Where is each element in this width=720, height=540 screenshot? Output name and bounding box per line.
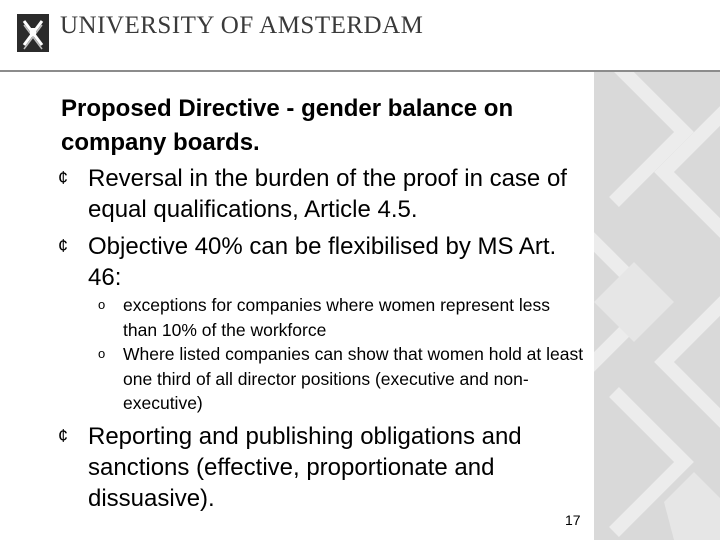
- list-item: [58, 163, 578, 225]
- uva-crest-icon: [17, 14, 49, 52]
- sub-bullet-text: exceptions for companies where women represent less than 10% of the workforce: [123, 295, 551, 340]
- bullet-icon: ¢: [58, 236, 69, 256]
- list-item: [58, 231, 578, 293]
- sub-bullet-icon: o: [98, 297, 106, 312]
- slide-title: Proposed Directive - gender balance on company boards.: [61, 95, 514, 156]
- sub-bullet-text: Where listed companies can show that women hold at least one third of all director positions (executive and non-executive): [123, 344, 584, 413]
- slide-header: [0, 0, 720, 72]
- decorative-side-panel: [594, 72, 720, 540]
- list-item: [58, 421, 578, 514]
- bullet-text: Reversal in the burden of the proof in case of equal qualifications, Article 4.5.: [88, 165, 567, 223]
- main-bullet-list: [58, 163, 578, 293]
- bullet-text: Objective 40% can be flexibilised by MS Art. 46:: [88, 233, 557, 291]
- sub-bullet-list: [98, 293, 588, 416]
- bullet-text: Reporting and publishing obligations and sanctions (effective, proportionate and dissuasive).: [88, 423, 522, 512]
- university-name: UNIVERSITY OF AMSTERDAM: [60, 12, 424, 39]
- bullet-icon: ¢: [58, 426, 69, 446]
- bullet-icon: ¢: [58, 168, 69, 188]
- sub-bullet-icon: o: [98, 346, 106, 361]
- list-item: [98, 342, 588, 416]
- list-item: [98, 293, 588, 342]
- final-bullet-list: [58, 421, 578, 514]
- page-number: 17: [565, 512, 581, 528]
